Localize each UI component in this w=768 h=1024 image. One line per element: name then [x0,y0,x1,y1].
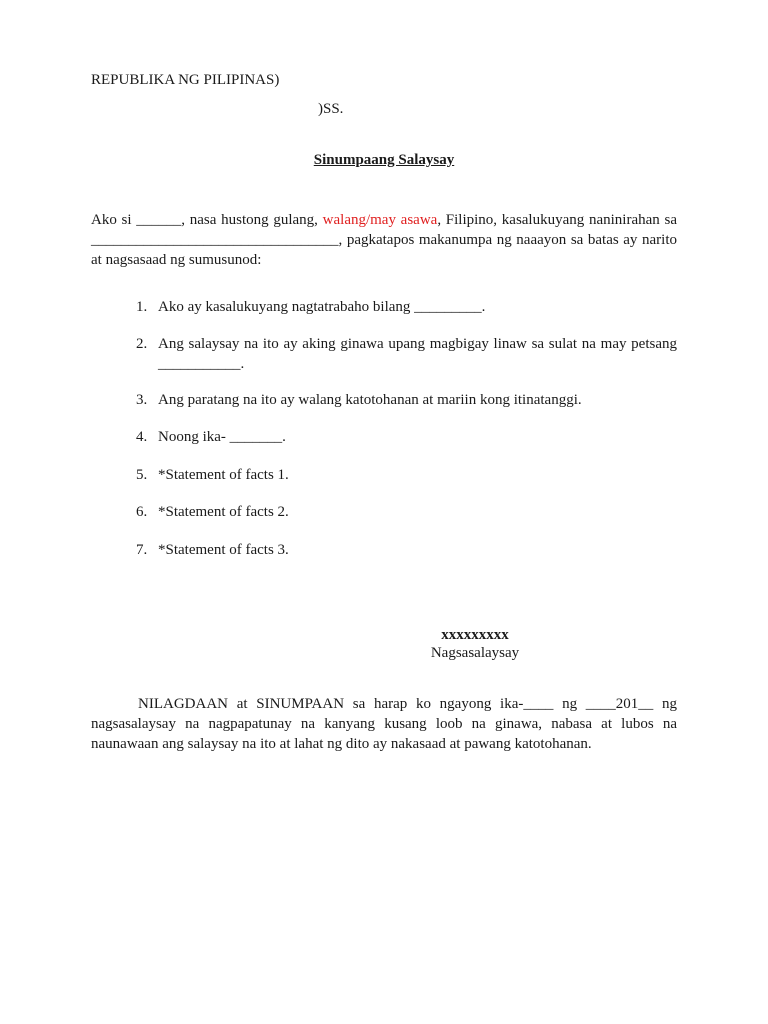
header-ss: )SS. [318,101,344,117]
list-item-number: 6. [136,504,148,520]
list-item [136,390,677,410]
list-item-text: Ako ay kasalukuyang nagtatrabaho bilang _________. [158,299,486,315]
header-republic: REPUBLIKA NG PILIPINAS) [91,72,280,88]
list-item-text: Noong ika- _______. [158,429,286,445]
list-item-text: *Statement of facts 1. [158,467,289,483]
list-item-text: *Statement of facts 2. [158,504,289,520]
list-item [136,465,677,485]
intro-paragraph [91,210,677,270]
list-item-text: Ang salaysay na ito ay aking ginawa upang magbigay linaw sa sulat na may petsang ___________. [158,336,677,372]
list-item-number: 5. [136,467,148,483]
list-item-number: 7. [136,542,148,558]
list-item [136,427,677,447]
list-item [136,297,677,317]
list-item-number: 3. [136,392,148,408]
jurat-paragraph: NILAGDAAN at SINUMPAAN sa harap ko ngayong ika-____ ng ____201__ ng nagsasalaysay na nagpapatunay na kanyang kusang loob na ginawa, nabasa at lubos na naunawaan ang salaysay na ito at lahat ng dito ay nakasaad at pawang katotohanan. [91,696,677,752]
list-item-number: 4. [136,429,148,445]
civil-status-highlight: walang/may asawa [322,212,438,228]
list-item [136,502,677,522]
document-title: Sinumpaang Salaysay [313,152,455,168]
list-item [136,334,677,374]
list-item-number: 2. [136,336,148,352]
list-item-number: 1. [136,299,148,315]
intro-part1: Ako si ______, nasa hustong gulang, [91,212,323,228]
signatory-role: Nagsasalaysay [430,645,520,661]
list-item-text: Ang paratang na ito ay walang katotohanan at mariin kong itinatanggi. [158,392,582,408]
list-item-text: *Statement of facts 3. [158,542,289,558]
list-item [136,540,677,560]
intro-part2: , Filipino, kasalukuyang naninirahan sa _________________________________, pagkatapos makanumpa ng naaayon sa batas ay narito at nagsasaad ng sumusunod: [91,212,677,268]
signatory-name: xxxxxxxxx [441,627,509,643]
